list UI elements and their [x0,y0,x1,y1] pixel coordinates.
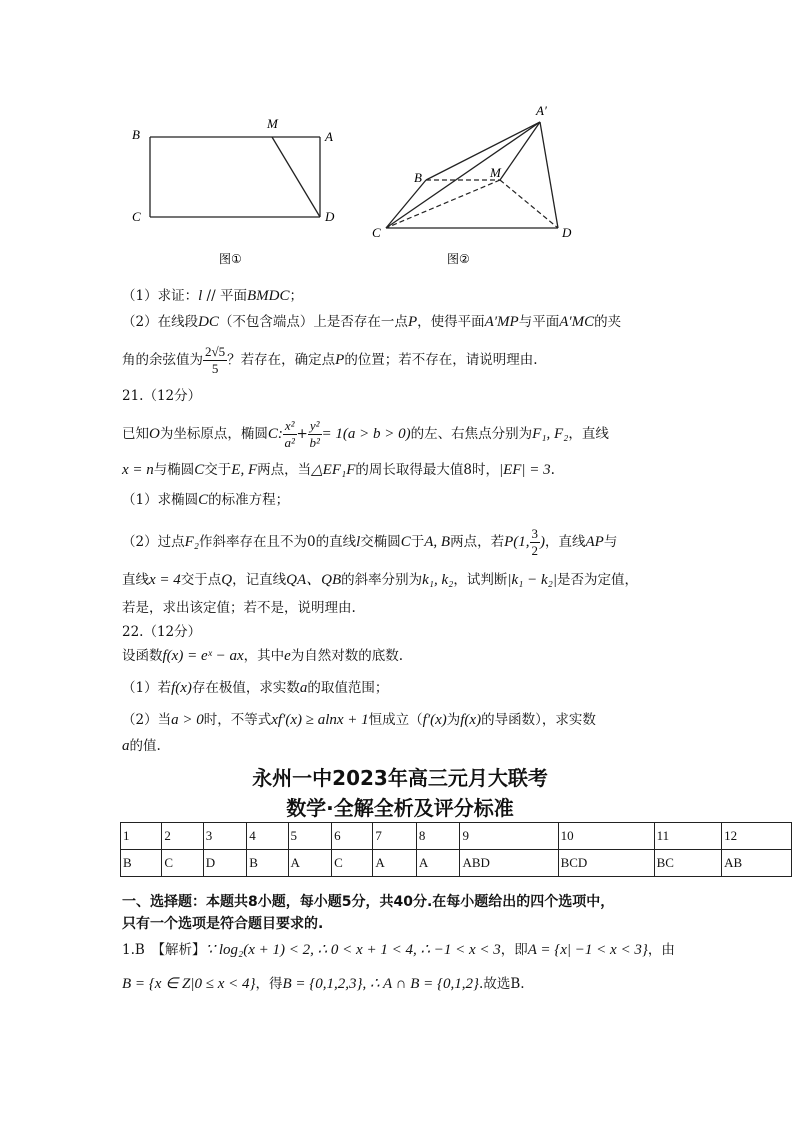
text: 的取值范围； [307,680,389,696]
answer-number-cell: 3 [203,823,247,850]
text: 交于 [204,462,232,478]
text: （不包含端点）上是否存在一点 [218,314,408,330]
fraction-3-over-2 [530,526,541,559]
math-abs-ef: |EF| = 3 [498,462,551,478]
math-abs-k: |k₁ − k₂| [507,572,557,588]
text: 时，不等式 [203,712,272,728]
answer-number-row [121,823,792,850]
section1-line2: 只有一个选项是符合题目要求的. [122,916,324,932]
q21-part2 [122,522,617,562]
math-l: l [356,534,361,550]
math-fx: f(x) [171,680,192,696]
text: 角的余弦值为 [122,352,203,368]
answer-number-cell: 2 [162,823,203,850]
fig2-edge-AprimeC [386,122,540,228]
answer-key-cell: B [121,850,162,877]
fig1-label-A: A [325,129,333,144]
fig2-edge-MC [386,180,500,228]
text: 作斜率存在且不为0的直线 [198,534,357,550]
math-qaqb: QA、QB [286,572,342,588]
text: 交椭圆 [360,534,401,550]
fig2-label-B: B [414,170,422,185]
text: ，得 [255,976,283,992]
text: 为自然对数的底数. [290,648,404,664]
q21-line1: 已知O为坐标原点，椭圆C: $\frac{\text{x²}}{\text{a²}}$ + $\frac{\text{y²}}{\text{b²}}$ = 1(a > b > 0)的左、右焦点分别为F₁, F₂，直线 [122,418,609,450]
answer-number-cell: 6 [332,823,373,850]
text: 存在极值，求实数 [191,680,300,696]
text: ，使得平面 [417,314,485,330]
q20-part1-prefix: （1）求证： [122,288,199,304]
math-ap: AP [585,534,604,550]
text: 与 [603,534,618,550]
fig1-label-B: B [132,127,140,142]
answer-key-cell: A [373,850,417,877]
fig2-label-C: C [372,225,381,240]
text: ，即 [500,942,528,958]
solution-1-line2 [122,974,525,994]
q21-header: 21.（12分） [122,388,202,404]
answer-key-cell: D [203,850,247,877]
answer-key-cell: C [162,850,203,877]
solution-1-line1 [122,940,675,960]
frac-den: 5 [211,361,219,376]
answer-number-cell: 12 [722,823,792,850]
math-a: a [122,738,130,754]
q21-line2 [122,460,555,480]
figure-2 [360,100,620,272]
math-p: P [407,314,418,330]
frac-num: x² [284,418,295,433]
text: （1）求椭圆 [122,492,199,508]
math-cond: a > 0 [171,712,204,728]
answer-number-cell: 11 [654,823,722,850]
fig1-edge-MD [272,137,320,217]
q20-part1-mid: // 平面 [202,288,247,304]
text: 的周长取得最大值8时， [355,462,499,478]
answer-number-cell: 5 [288,823,332,850]
math-cond: = 1(a > b > 0) [321,426,411,442]
answer-key-cell: ABD [460,850,558,877]
math-c: C [194,462,205,478]
math-c: C [267,426,278,442]
fraction-2sqrt5-over-5 [203,344,227,377]
math-k: k₁, k₂ [422,572,454,588]
q20-part2-line2 [122,340,538,380]
text: 的斜率分别为 [341,572,423,588]
math-e: e [284,648,291,664]
math-ineq: xf′(x) ≥ alnx + 1 [271,712,369,728]
fig2-edge-AprimeD [540,122,558,228]
text: 的值. [129,738,161,754]
fig2-label-D: D [562,225,572,240]
math-q: Q [221,572,233,588]
math-ab: A, B [424,534,451,550]
text: 1.B 【解析】 [122,942,206,958]
math-set-a: A = {x| −1 < x < 3} [527,942,648,958]
answers-title: 永州一中2023年高三元月大联考 [252,766,548,790]
fig2-caption: 图② [447,252,470,266]
math-p: P [335,352,345,368]
math-set-b-def: B = {x ∈ Z|0 ≤ x < 4} [122,976,256,992]
math-c: C [198,492,209,508]
answer-number-cell: 1 [121,823,162,850]
math-a: a [299,680,308,696]
q21-part1 [122,490,289,510]
q22-part1 [122,678,388,698]
math-set-b: B = {0,1,2,3}, ∴ A ∩ B = {0,1,2} [282,976,480,992]
fig2-edge-AprimeB [426,122,540,180]
math-foci: F₁, F₂ [532,426,569,442]
text: 为 [446,712,461,728]
q20-plane-bmdc: BMDC [246,288,290,304]
math-x4: x = 4 [149,572,181,588]
answer-number-cell: 4 [247,823,288,850]
q20-part2 [122,312,621,332]
q20-part1-end: ； [289,288,303,304]
answer-key-cell: C [332,850,373,877]
fig2-edge-AprimeM [500,122,540,180]
answer-number-cell: 9 [460,823,558,850]
frac-num: 3 [531,526,539,541]
fraction-x2-a2 [283,418,297,451]
text: 已知 [122,426,149,442]
text: 的夹 [594,314,622,330]
math-triangle: △EF₁F [311,462,356,478]
fig2-edge-MD [500,180,558,228]
math-plane2: A′MC [559,314,595,330]
fig2-label-M: M [490,165,501,180]
fig2-label-Aprime: A′ [536,103,547,118]
answer-key-cell: BC [654,850,722,877]
text: （2）在线段 [122,314,199,330]
q20-line-l: l [198,288,203,304]
q21-part2-line2 [122,570,638,590]
math-o: O [149,426,160,442]
text: 两点，当 [257,462,312,478]
frac-den: b² [309,435,320,450]
text: . [550,462,555,478]
math-p-open: P(1, [504,534,530,550]
q21-part2-line3: 若是，求出该定值；若不是，说明理由. [122,600,356,616]
text: 与平面 [518,314,560,330]
text: （1）若 [122,680,172,696]
text: 是否为定值， [557,572,638,588]
math-dc: DC [198,314,219,330]
fraction-y2-b2 [308,418,322,451]
text: 与椭圆 [153,462,195,478]
answer-key-cell: B [247,850,288,877]
answer-key-cell: AB [722,850,792,877]
q22-header: 22.（12分） [122,624,202,640]
text: ，直线 [568,426,609,442]
text: 的标准方程； [208,492,290,508]
q22-line1 [122,646,403,666]
text: ，记直线 [232,572,287,588]
math-x-n: x = n [122,462,154,478]
math-plane1: A′MP [484,314,519,330]
answers-subtitle: 数学·全解全析及评分标准 [286,796,514,820]
text: 交于点 [180,572,222,588]
answer-key-cell: A [416,850,460,877]
answer-key-table [120,822,792,877]
text: 两点，若 [450,534,505,550]
fig1-label-M: M [267,116,278,131]
frac-num: 2√5 [205,344,226,359]
math-fprime: f′(x) [422,712,447,728]
text: ，其中 [243,648,285,664]
text: ？若存在，确定点 [227,352,336,368]
fig1-caption: 图① [219,252,242,266]
q22-part2-line2 [122,736,161,756]
math-f2: F₂ [184,534,199,550]
text: ，由 [647,942,675,958]
fig1-label-D: D [325,209,335,224]
math-fx: f(x) = eˣ − ax [162,648,244,664]
q20-part1 [122,286,303,306]
frac-num: y² [309,418,320,433]
text: ，试判断 [453,572,508,588]
q22-part2 [122,710,596,730]
math-p-close: ) [540,534,546,550]
math-ef: E, F [231,462,258,478]
figure-1 [120,112,350,272]
answer-number-cell: 7 [373,823,417,850]
section1-line1: 一、选择题：本题共8小题，每小题5分，共40分.在每小题给出的四个选项中， [122,894,615,910]
math-log: ∵ log₂(x + 1) < 2, ∴ 0 < x + 1 < 4, ∴ −1 < x < 3 [205,942,501,958]
text: 恒成立（ [368,712,423,728]
text: （2）过点 [122,534,185,550]
text: 为坐标原点，椭圆 [159,426,268,442]
answer-number-cell: 8 [416,823,460,850]
text: 的导函数），求实数 [481,712,596,728]
text: 直线 [122,572,149,588]
text: .故选B. [479,976,525,992]
frac-den: a² [284,435,295,450]
answer-key-cell: A [288,850,332,877]
text: 设函数 [122,648,163,664]
text: （2）当 [122,712,172,728]
answer-number-cell: 10 [558,823,654,850]
answer-key-row [121,850,792,877]
text: 的左、右焦点分别为 [410,426,533,442]
math-c: C [400,534,411,550]
answer-key-cell: BCD [558,850,654,877]
text: ，直线 [545,534,586,550]
text: 的位置；若不存在，请说明理由. [344,352,538,368]
text: 于 [410,534,425,550]
math-fx: f(x) [460,712,482,728]
fig1-label-C: C [132,209,141,224]
frac-den: 2 [531,543,539,558]
